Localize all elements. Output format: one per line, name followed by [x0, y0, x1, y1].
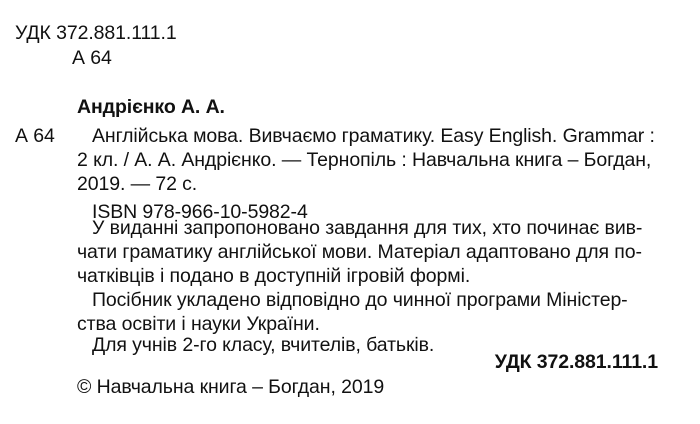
- udk-bottom: УДК 372.881.111.1: [494, 351, 658, 373]
- annotation-p2-line-2: ства освіти і науки України.: [77, 313, 320, 335]
- biblio-line-1: Англійська мова. Вивчаємо граматику. Easy English. Grammar :: [92, 125, 655, 147]
- annotation-p1-line-3: чатківців і подано в доступній ігровій формі.: [77, 265, 471, 287]
- index-left: А 64: [15, 125, 55, 147]
- copyright: © Навчальна книга – Богдан, 2019: [77, 376, 385, 398]
- audience: Для учнів 2-го класу, вчителів, батьків.: [92, 334, 435, 356]
- udk-top: УДК 372.881.111.1: [15, 22, 177, 44]
- isbn: ISBN 978-966-10-5982-4: [92, 201, 308, 223]
- annotation-p2-line-1: Посібник укладено відповідно до чинної програми Міністер-: [92, 289, 628, 311]
- annotation-p1-line-1: У виданні запропоновано завдання для тих, хто починає вив-: [92, 217, 643, 239]
- index-top: А 64: [72, 47, 112, 69]
- biblio-line-2: 2 кл. / А. А. Андрієнко. — Тернопіль : Навчальна книга – Богдан,: [77, 149, 652, 171]
- author-name: Андрієнко А. А.: [77, 96, 225, 118]
- annotation-p1-line-2: чати граматику англійської мови. Матеріал адаптовано для по-: [77, 241, 642, 263]
- biblio-line-3: 2019. — 72 с.: [77, 173, 198, 195]
